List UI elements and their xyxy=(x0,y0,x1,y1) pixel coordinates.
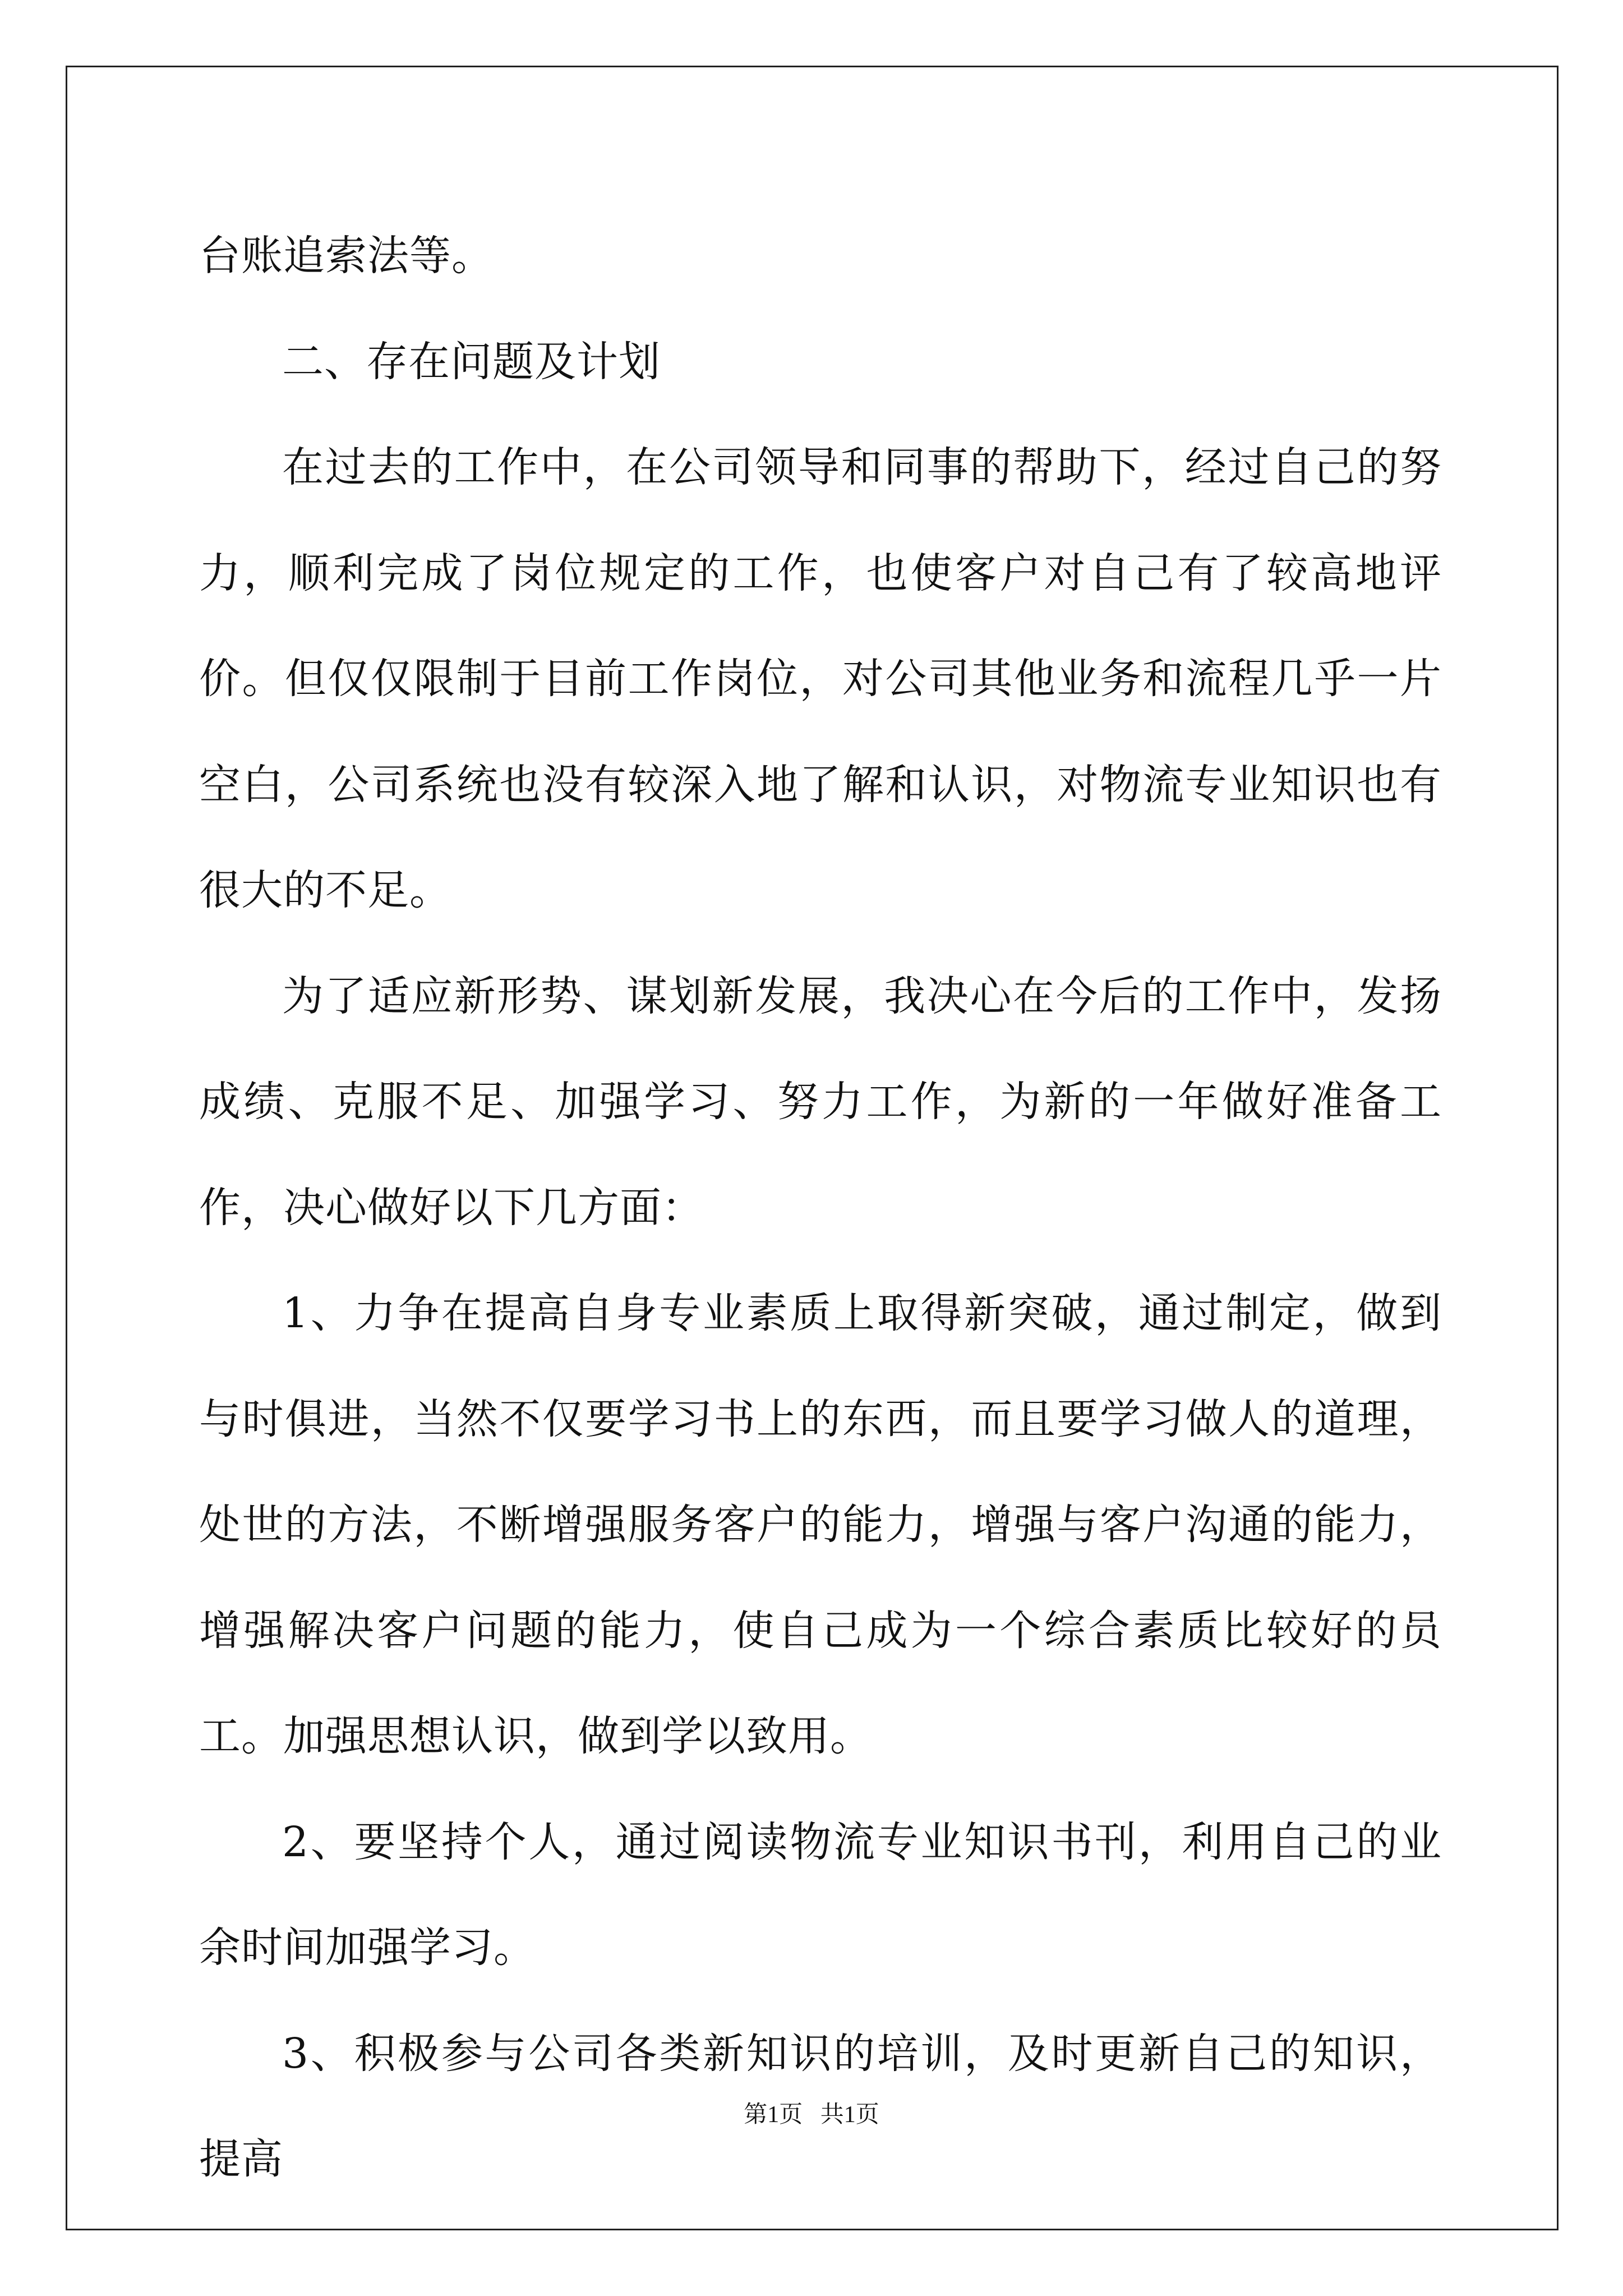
list-item-3: 3、积极参与公司各类新知识的培训，及时更新自己的知识，提高 xyxy=(199,2029,1442,2183)
paragraph: 为了适应新形势、谋划新发展，我决心在今后的工作中，发扬成绩、克服不足、加强学习、努力工作，为新的一年做好准备工作，决心做好以下几方面： xyxy=(199,972,1442,1232)
paragraph: 在过去的工作中，在公司领导和同事的帮助下，经过自己的努力，顺利完成了岗位规定的工作，也使客户对自己有了较高地评价。但仅仅限制于目前工作岗位，对公司其他业务和流程几乎一片空白，公司系统也没有较深入地了解和认识，对物流专业知识也有很大的不足。 xyxy=(199,443,1442,914)
list-item-2: 2、要坚持个人，通过阅读物流专业知识书刊，利用自己的业余时间加强学习。 xyxy=(199,1818,1442,1972)
document-body xyxy=(199,203,1442,2212)
section-heading: 二、存在问题及计划 xyxy=(282,337,661,386)
page-footer: 第1页 共1页 xyxy=(744,2102,879,2128)
list-item-1: 1、力争在提高自身专业素质上取得新突破，通过制定，做到与时俱进，当然不仅要学习书上的东西，而且要学习做人的道理，处世的方法，不断增强服务客户的能力，增强与客户沟通的能力，增强解决客户问题的能力，使自己成为一个综合素质比较好的员工。加强思想认识，做到学以致用。 xyxy=(199,1289,1442,1760)
paragraph-continuation: 台账追索法等。 xyxy=(199,232,494,280)
